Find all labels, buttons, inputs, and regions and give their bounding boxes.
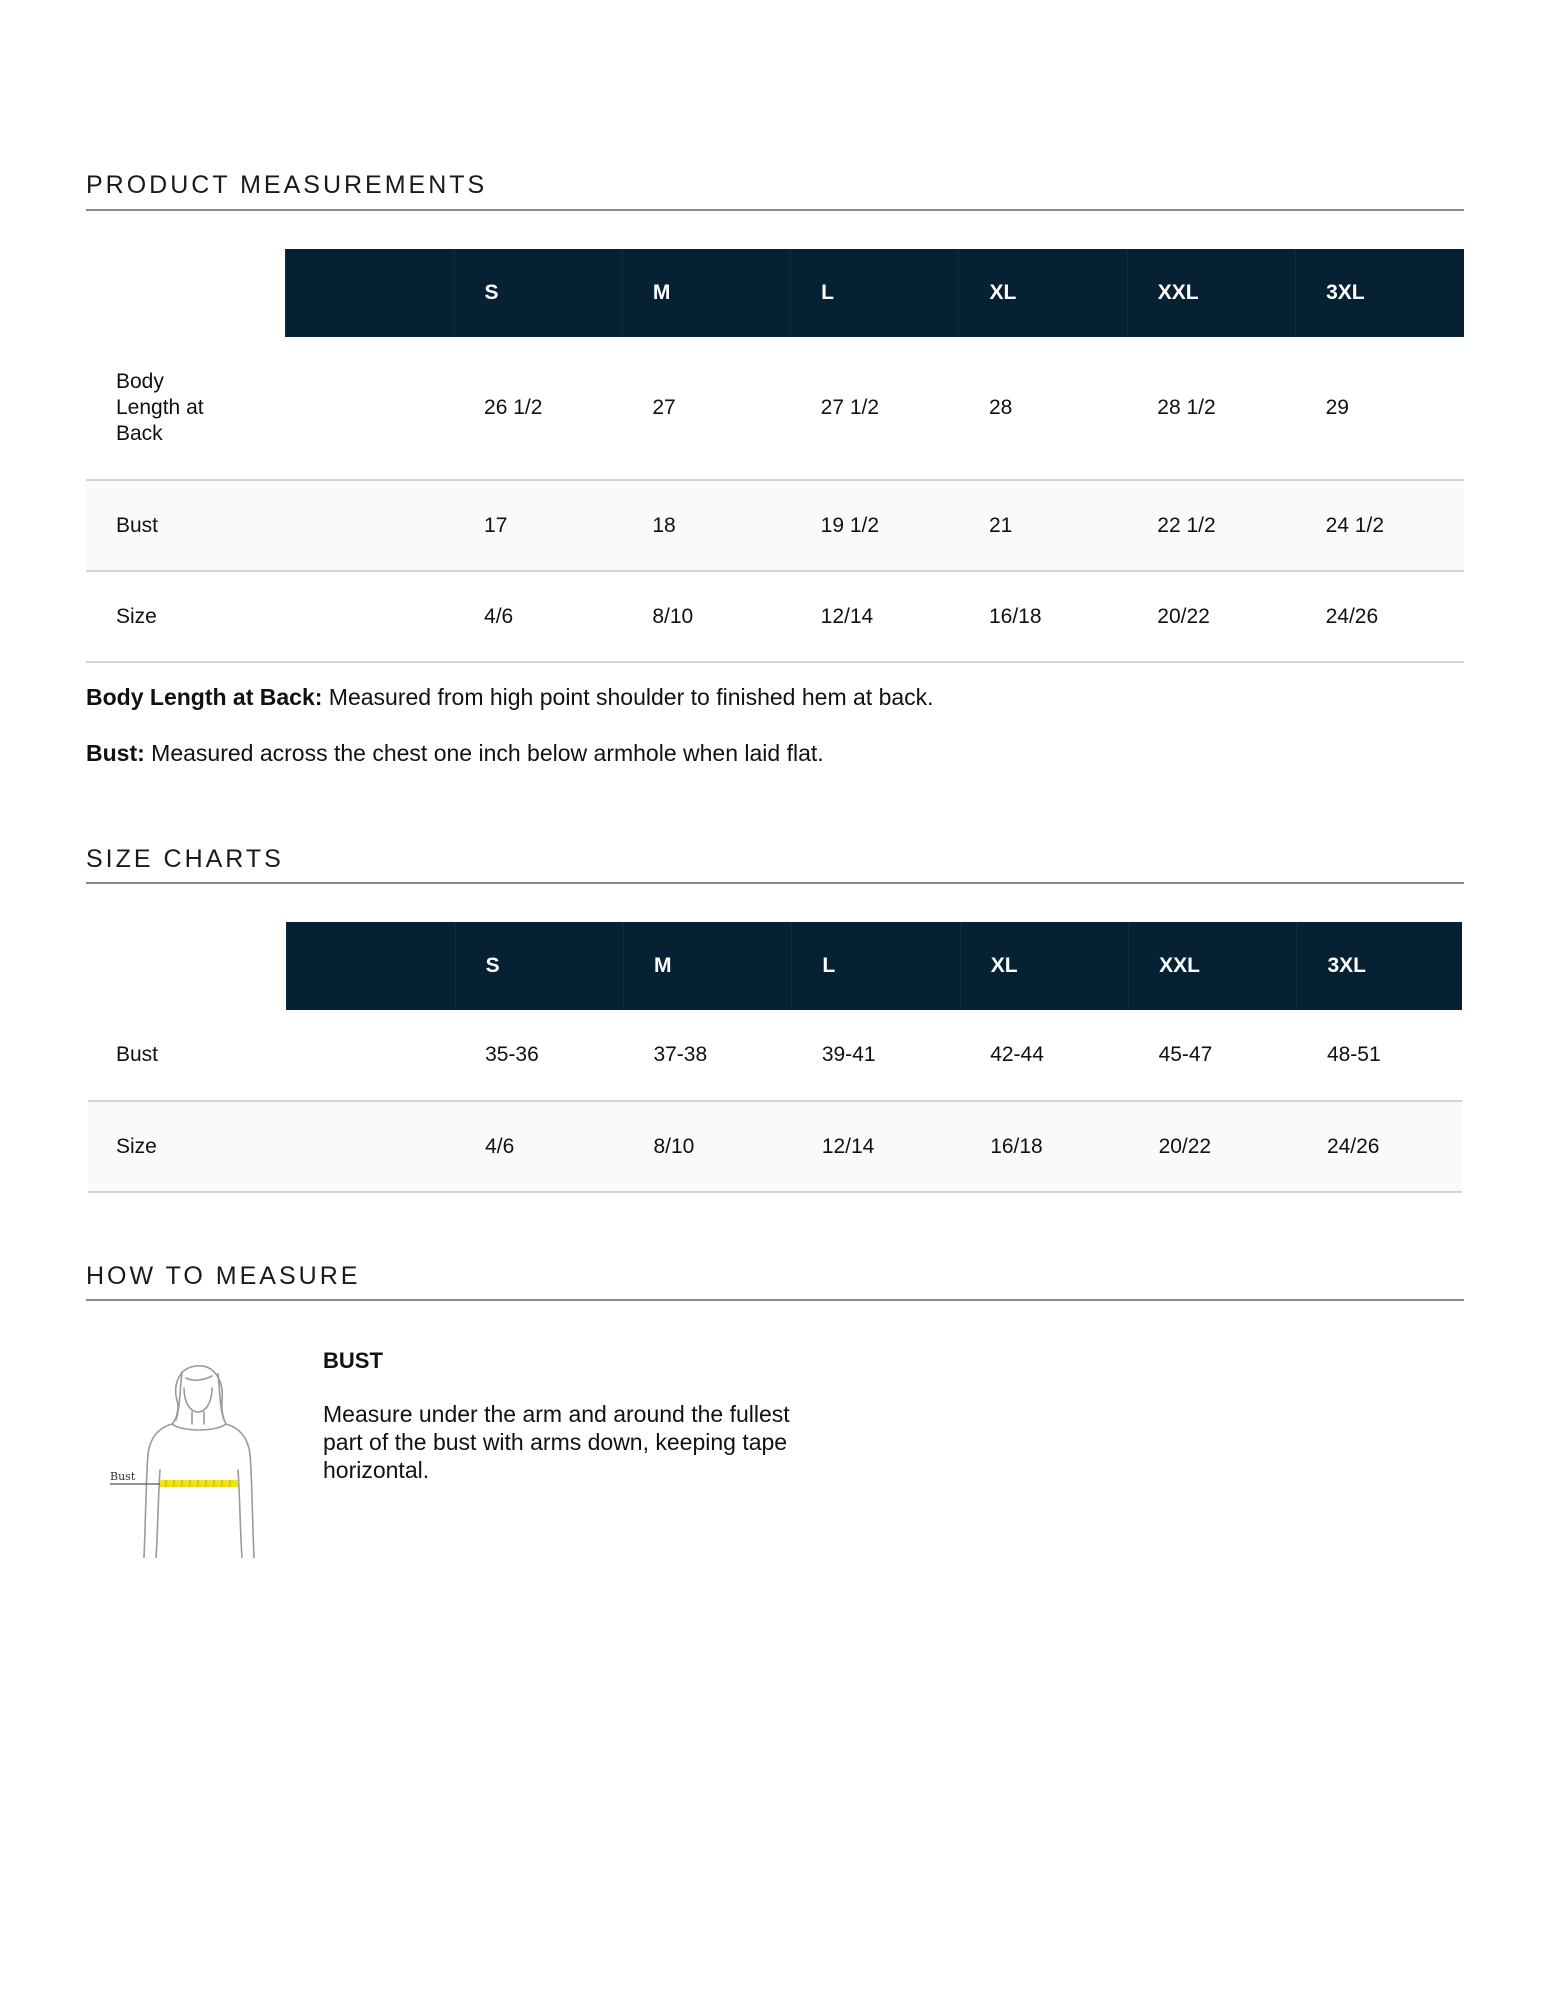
row-label: Bust: [88, 1010, 287, 1101]
column-header: XXL: [1129, 922, 1297, 1010]
table-cell: 12/14: [791, 571, 959, 662]
column-header: 3XL: [1296, 249, 1464, 337]
table-cell: 20/22: [1127, 571, 1295, 662]
table-cell: 8/10: [622, 571, 790, 662]
column-header: S: [455, 922, 623, 1010]
table-cell: 24/26: [1297, 1101, 1462, 1192]
note-term: Bust:: [86, 740, 145, 766]
table-cell: 27: [622, 337, 790, 480]
table-cell: 39-41: [792, 1010, 960, 1101]
table-cell: 4/6: [455, 1101, 623, 1192]
table-cell: [287, 1101, 455, 1192]
size-charts-table: [88, 922, 1462, 1193]
table-cell: 22 1/2: [1127, 480, 1295, 571]
column-header: M: [622, 249, 790, 337]
table-cell: 28 1/2: [1127, 337, 1295, 480]
table-row: [88, 1010, 1462, 1101]
table-cell: 16/18: [960, 1101, 1128, 1192]
column-header: L: [792, 922, 960, 1010]
table-row: [86, 571, 1464, 662]
table-row: [88, 1101, 1462, 1192]
column-header: XL: [960, 922, 1128, 1010]
size-charts-title: SIZE CHARTS: [86, 845, 284, 873]
table-cell: 27 1/2: [791, 337, 959, 480]
note-term: Body Length at Back:: [86, 684, 323, 710]
header-empty-cell: [287, 922, 455, 1010]
header-corner: [86, 249, 286, 337]
table-cell: 24/26: [1296, 571, 1464, 662]
measure-instructions: Measure under the arm and around the fullest part of the bust with arms down, keeping tape horizontal.: [323, 1401, 790, 1483]
table-header-row: [86, 249, 1464, 337]
column-header: S: [454, 249, 622, 337]
table-cell: [286, 337, 454, 480]
table-cell: 48-51: [1297, 1010, 1462, 1101]
table-cell: 16/18: [959, 571, 1127, 662]
table-cell: 17: [454, 480, 622, 571]
size-charts-rule: [86, 882, 1464, 884]
table-cell: 8/10: [623, 1101, 791, 1192]
table-cell: 45-47: [1129, 1010, 1297, 1101]
header-empty-cell: [286, 249, 454, 337]
note-body-length: [86, 684, 934, 711]
row-label: [86, 337, 286, 480]
table-row: [86, 337, 1464, 480]
table-cell: 4/6: [454, 571, 622, 662]
column-header: XL: [959, 249, 1127, 337]
note-text: Measured across the chest one inch below armhole when laid flat.: [144, 740, 824, 766]
woman-silhouette-icon: [108, 1358, 278, 1558]
how-to-measure-title: HOW TO MEASURE: [86, 1262, 361, 1290]
table-cell: 28: [959, 337, 1127, 480]
how-to-measure-rule: [86, 1299, 1464, 1301]
measure-heading: BUST: [323, 1348, 383, 1373]
table-cell: 37-38: [623, 1010, 791, 1101]
table-cell: [287, 1010, 455, 1101]
tape-measure: [160, 1480, 238, 1487]
figure-label: Bust: [110, 1470, 136, 1483]
note-text: Measured from high point shoulder to finished hem at back.: [322, 684, 934, 710]
table-cell: 12/14: [792, 1101, 960, 1192]
table-cell: 24 1/2: [1296, 480, 1464, 571]
product-measurements-table: [86, 249, 1464, 663]
table-cell: 29: [1296, 337, 1464, 480]
bust-measure-figure: [108, 1358, 278, 1558]
table-cell: 21: [959, 480, 1127, 571]
table-cell: [286, 480, 454, 571]
table-cell: 18: [622, 480, 790, 571]
row-label: Size: [88, 1101, 287, 1192]
row-label: Bust: [86, 480, 286, 571]
table-header-row: [88, 922, 1462, 1010]
table-cell: [286, 571, 454, 662]
row-label-text: Body Length at Back: [116, 370, 204, 445]
column-header: L: [791, 249, 959, 337]
table-cell: 42-44: [960, 1010, 1128, 1101]
column-header: XXL: [1127, 249, 1295, 337]
table-cell: 19 1/2: [791, 480, 959, 571]
table-cell: 26 1/2: [454, 337, 622, 480]
table-cell: 20/22: [1129, 1101, 1297, 1192]
table-cell: 35-36: [455, 1010, 623, 1101]
note-bust: [86, 740, 824, 767]
column-header: M: [623, 922, 791, 1010]
header-corner: [88, 922, 287, 1010]
product-measurements-rule: [86, 209, 1464, 211]
product-measurements-title: PRODUCT MEASUREMENTS: [86, 171, 488, 199]
table-row: [86, 480, 1464, 571]
row-label: Size: [86, 571, 286, 662]
column-header: 3XL: [1297, 922, 1462, 1010]
